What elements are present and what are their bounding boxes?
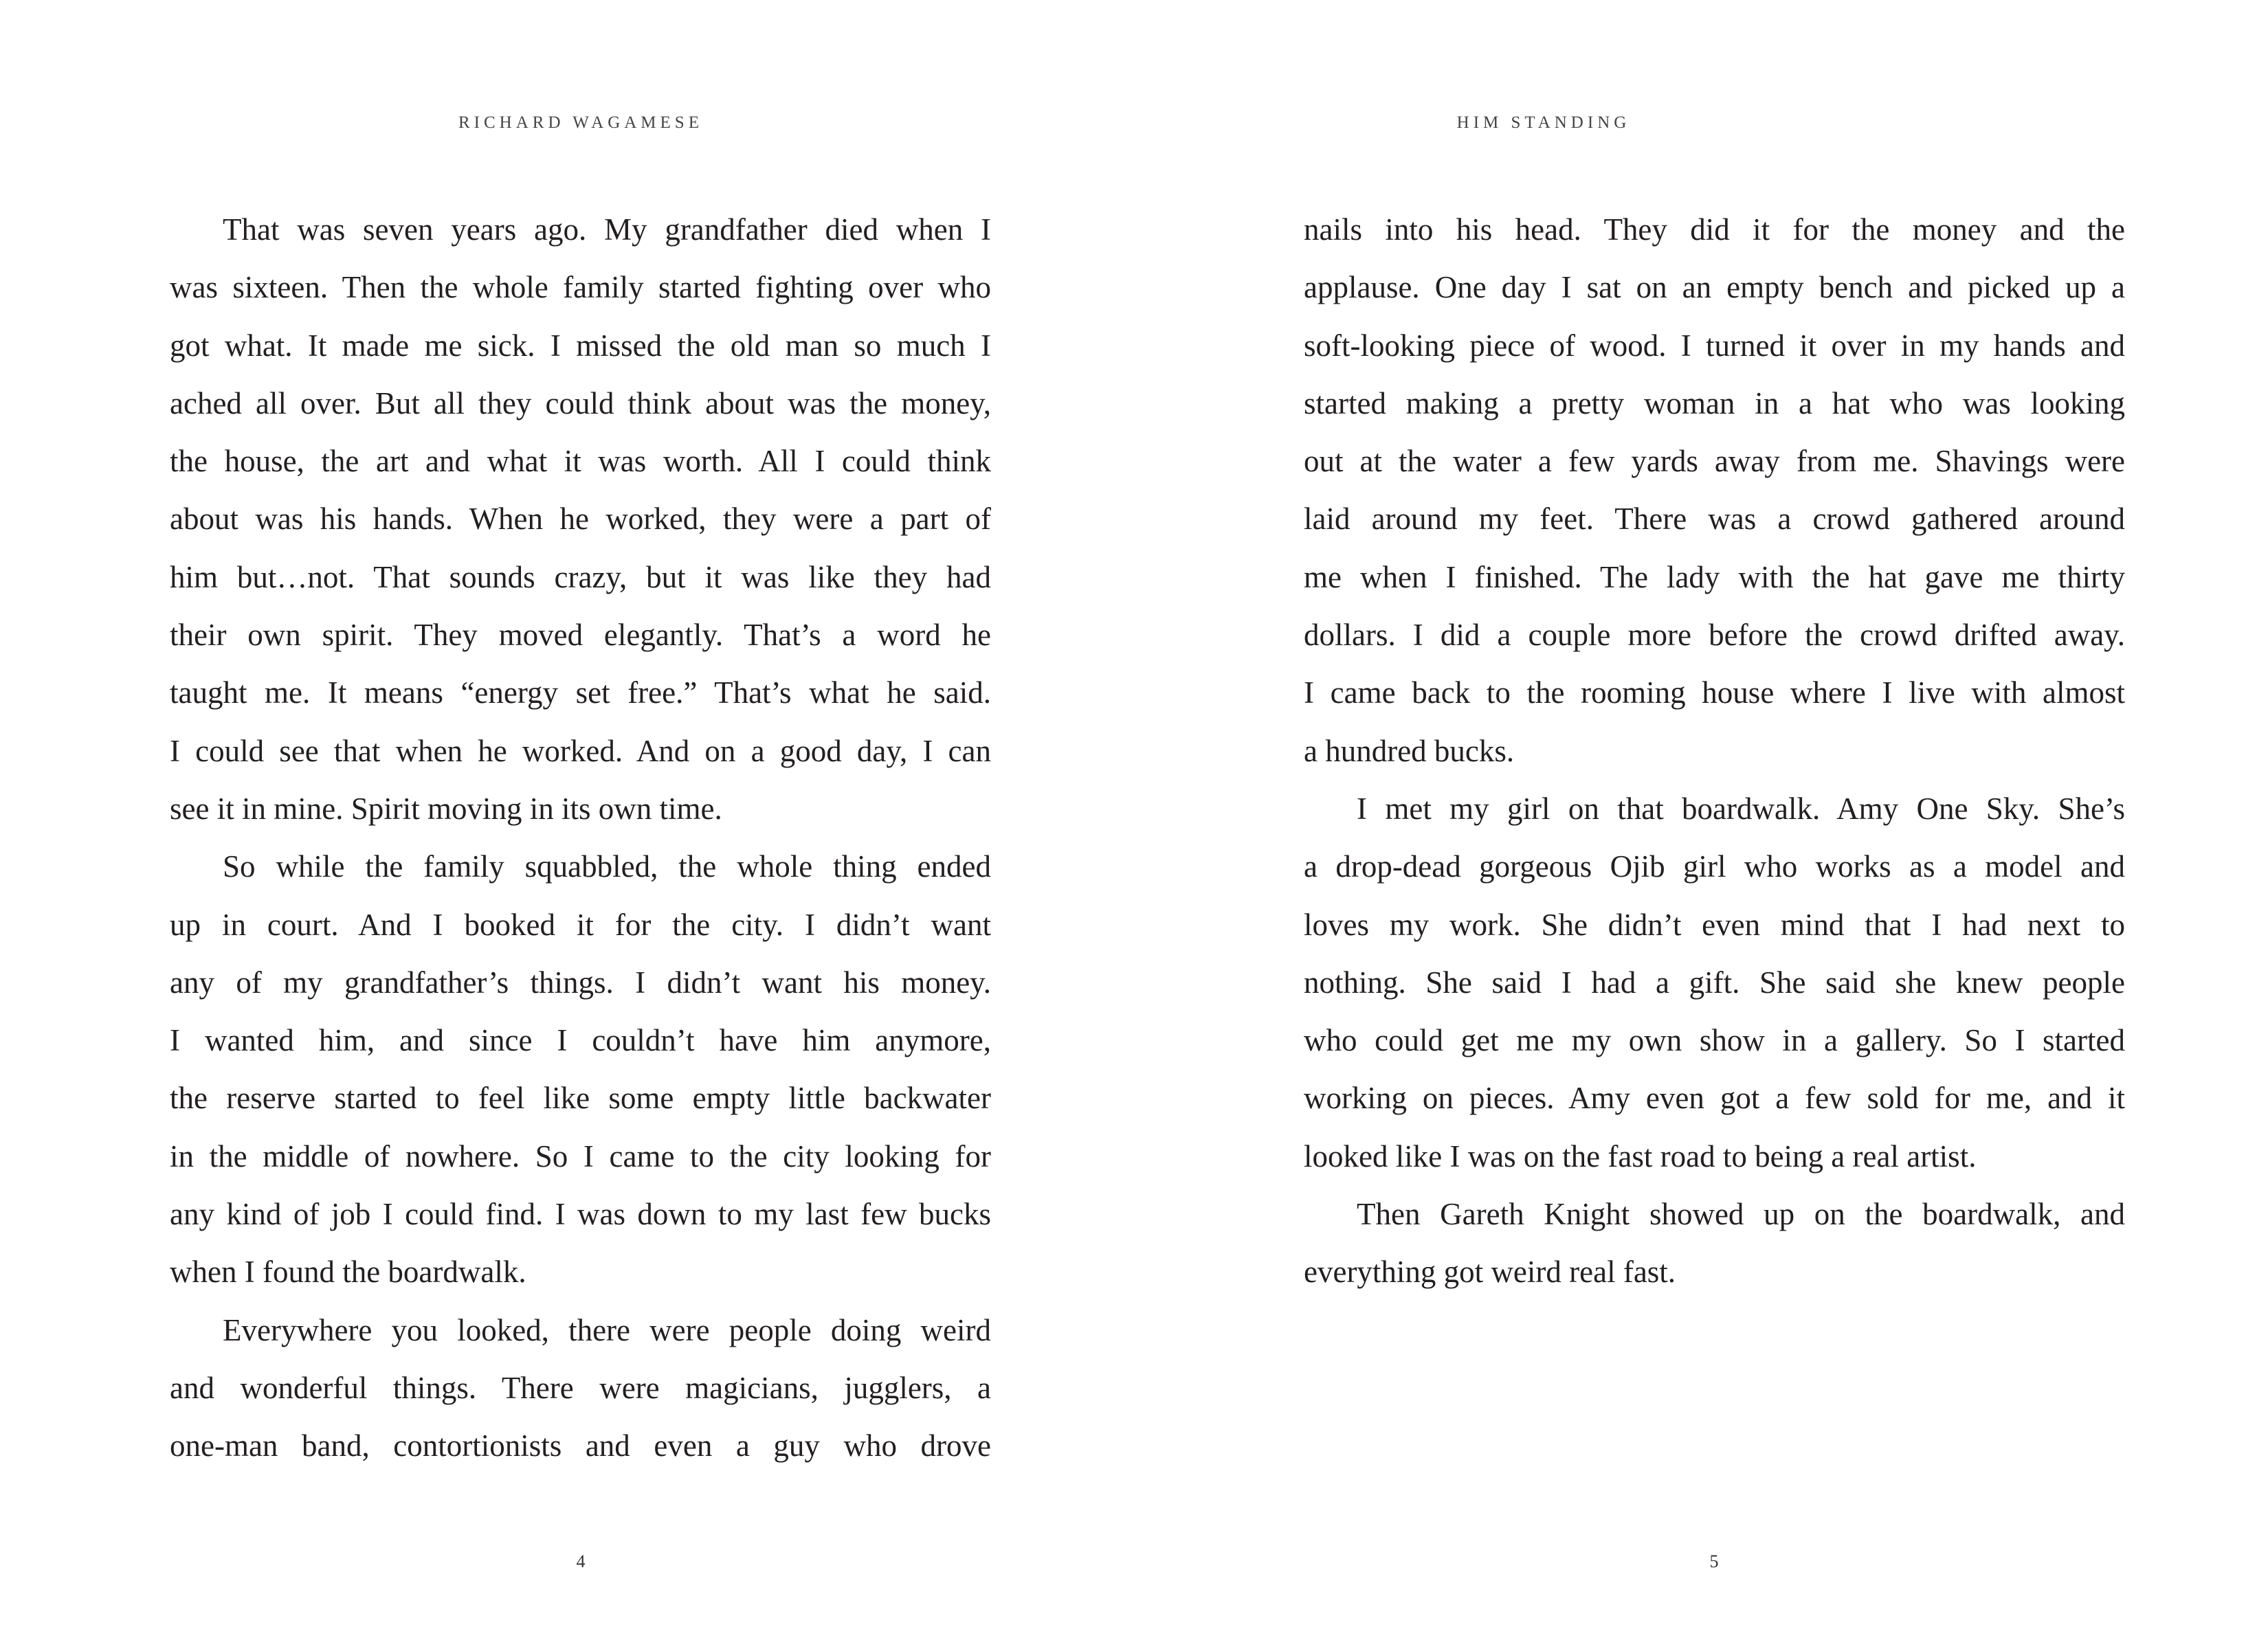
text-line: That was seven years ago. My grandfather died when I [223,212,991,247]
text-line: in the middle of nowhere. So I came to the city looking for [170,1138,991,1174]
text-line: dollars. I did a couple more before the crowd drifted away. [1304,618,2125,653]
text-line: working on pieces. Amy even got a few sold for me, and it [1304,1081,2125,1116]
text-line: I came back to the rooming house where I live with almost [1304,675,2125,710]
page-number: 5 [1709,1551,1719,1571]
text-line: up in court. And I booked it for the city. I didn’t want [170,907,991,942]
text-line: their own spirit. They moved elegantly. That’s a word he [170,618,991,653]
running-head-title: HIM STANDING [1456,113,1631,132]
text-line: him but…not. That sounds crazy, but it was like they had [170,559,991,594]
text-line: taught me. It means “energy set free.” That’s what he said. [170,675,991,710]
text-line: everything got weird real fast. [1304,1255,1676,1290]
text-line: I wanted him, and since I couldn’t have him anymore, [170,1023,991,1058]
text-line: started making a pretty woman in a hat who was looking [1304,385,2125,420]
text-line: So while the family squabbled, the whole thing ended [223,849,991,884]
text-line: the reserve started to feel like some empty little backwater [170,1081,991,1116]
text-line: laid around my feet. There was a crowd gathered around [1304,502,2125,537]
text-line: the house, the art and what it was worth. All I could think [170,444,991,479]
text-line: nails into his head. They did it for the money and the [1304,212,2125,247]
text-line: any kind of job I could find. I was down to my last few bucks [170,1197,991,1232]
running-head-author: RICHARD WAGAMESE [458,113,703,132]
text-line: ached all over. But all they could think about was the money, [170,385,991,420]
text-line: out at the water a few yards away from me. Shavings were [1304,444,2125,479]
text-line: one-man band, contortionists and even a guy who drove [170,1428,991,1463]
text-line: Everywhere you looked, there were people doing weird [223,1312,991,1347]
text-line: I met my girl on that boardwalk. Amy One Sky. She’s [1357,791,2125,826]
page-number: 4 [576,1551,586,1571]
text-line: and wonderful things. There were magicians, jugglers, a [170,1370,991,1405]
right-page [1134,0,2268,1649]
text-line: loves my work. She didn’t even mind that I had next to [1304,907,2125,942]
text-line: looked like I was on the fast road to being a real artist. [1304,1138,1977,1174]
text-line: about was his hands. When he worked, they were a part of [170,502,991,537]
text-line: was sixteen. Then the whole family started fighting over who [170,270,991,305]
text-line: a hundred bucks. [1304,733,1515,768]
text-line: me when I finished. The lady with the hat gave me thirty [1304,559,2125,594]
text-line: I could see that when he worked. And on a good day, I can [170,733,991,768]
text-line: who could get me my own show in a gallery. So I started [1304,1023,2125,1058]
text-line: nothing. She said I had a gift. She said she knew people [1304,965,2125,1000]
body-text [1304,201,2125,1301]
text-line: see it in mine. Spirit moving in its own time. [170,791,722,826]
text-line: soft-looking piece of wood. I turned it over in my hands and [1304,328,2125,363]
text-line: Then Gareth Knight showed up on the boardwalk, and [1357,1197,2125,1232]
text-line: a drop-dead gorgeous Ojib girl who works as a model and [1304,849,2125,884]
text-line: applause. One day I sat on an empty bench and picked up a [1304,270,2125,305]
body-text [170,201,991,1475]
text-line: got what. It made me sick. I missed the old man so much I [170,328,991,363]
text-line: when I found the boardwalk. [170,1255,526,1290]
text-line: any of my grandfather’s things. I didn’t want his money. [170,965,991,1000]
